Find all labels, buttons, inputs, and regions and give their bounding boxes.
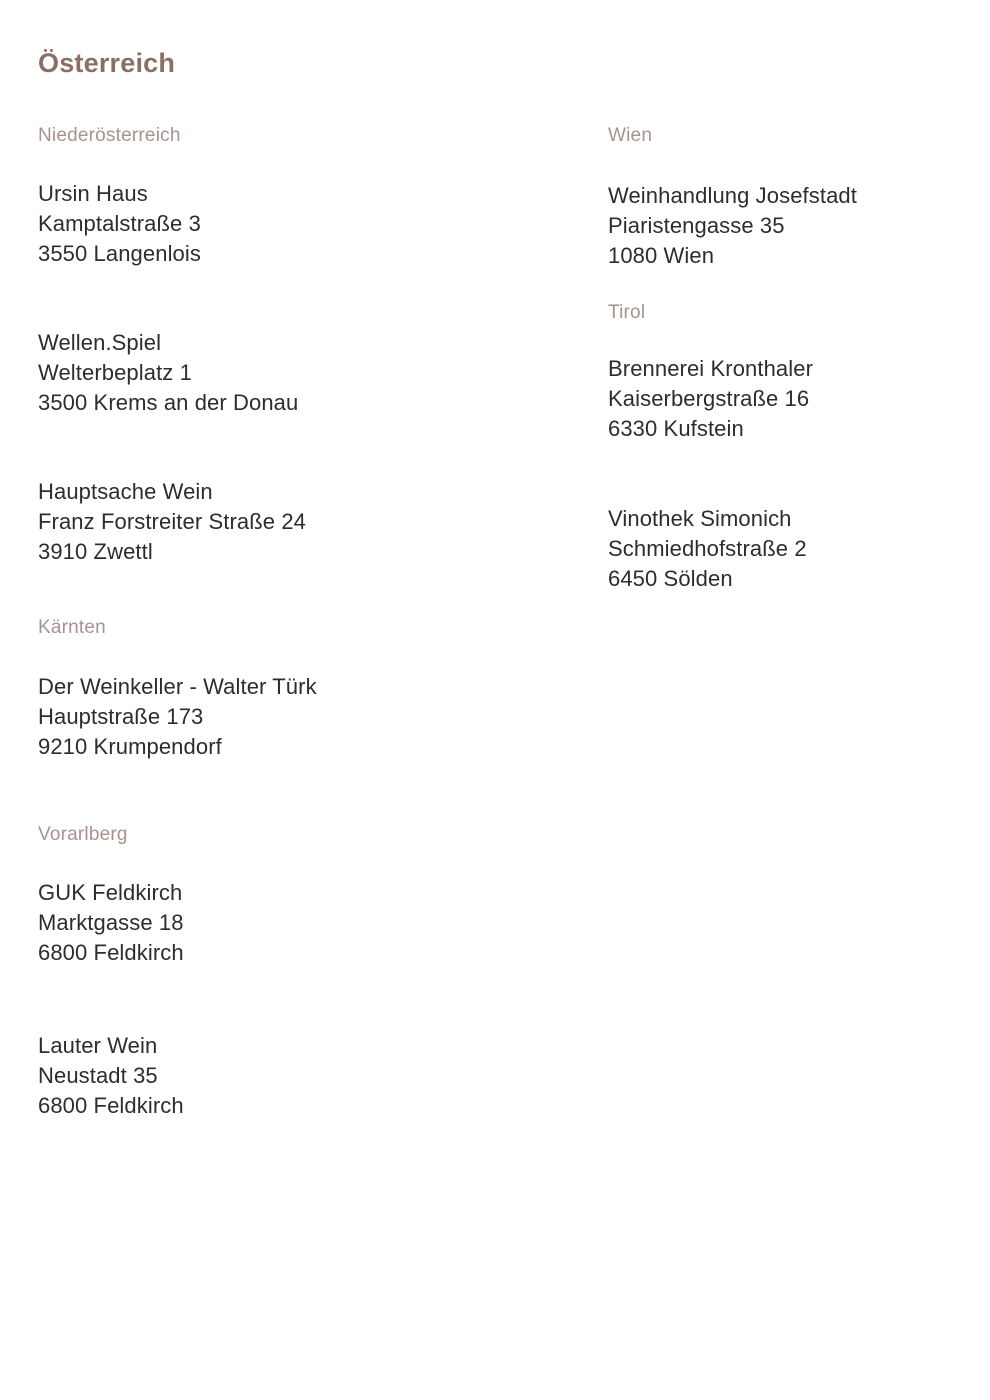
store-entry-weinhandlung-josefstadt — [608, 181, 857, 271]
store-street: Piaristengasse 35 — [608, 213, 785, 238]
store-street: Franz Forstreiter Straße 24 — [38, 509, 306, 534]
store-city: 3500 Krems an der Donau — [38, 390, 299, 415]
store-name: Ursin Haus — [38, 181, 148, 206]
store-street: Kaiserbergstraße 16 — [608, 386, 810, 411]
store-entry-guk-feldkirch — [38, 878, 184, 968]
store-city: 3910 Zwettl — [38, 539, 153, 564]
store-entry-der-weinkeller — [38, 672, 317, 762]
store-street: Marktgasse 18 — [38, 910, 184, 935]
store-name: Wellen.Spiel — [38, 330, 162, 355]
store-name: Hauptsache Wein — [38, 479, 213, 504]
store-city: 6330 Kufstein — [608, 416, 744, 441]
store-city: 6800 Feldkirch — [38, 940, 184, 965]
store-city: 6800 Feldkirch — [38, 1093, 184, 1118]
region-header-wien: Wien — [608, 125, 653, 146]
store-street: Neustadt 35 — [38, 1063, 158, 1088]
region-header-tirol: Tirol — [608, 302, 646, 323]
store-city: 6450 Sölden — [608, 566, 733, 591]
store-street: Schmiedhofstraße 2 — [608, 536, 807, 561]
store-street: Hauptstraße 173 — [38, 704, 204, 729]
region-header-vorarlberg: Vorarlberg — [38, 824, 128, 845]
region-header-kaernten: Kärnten — [38, 617, 106, 638]
store-city: 3550 Langenlois — [38, 241, 201, 266]
store-entry-wellen-spiel — [38, 328, 298, 418]
store-street: Welterbeplatz 1 — [38, 360, 192, 385]
store-entry-brennerei-kronthaler — [608, 354, 813, 444]
store-name: Brennerei Kronthaler — [608, 356, 814, 381]
store-name: Vinothek Simonich — [608, 506, 792, 531]
store-city: 9210 Krumpendorf — [38, 734, 222, 759]
store-name: GUK Feldkirch — [38, 880, 183, 905]
store-city: 1080 Wien — [608, 243, 715, 268]
store-name: Weinhandlung Josefstadt — [608, 183, 857, 208]
store-entry-lauter-wein — [38, 1031, 184, 1121]
store-street: Kamptalstraße 3 — [38, 211, 201, 236]
store-entry-ursin-haus — [38, 179, 201, 269]
page-title: Österreich — [38, 48, 176, 78]
store-entry-hauptsache-wein — [38, 477, 306, 567]
store-name: Der Weinkeller - Walter Türk — [38, 674, 317, 699]
store-entry-vinothek-simonich — [608, 504, 807, 594]
region-header-niederoesterreich: Niederösterreich — [38, 125, 181, 146]
store-name: Lauter Wein — [38, 1033, 158, 1058]
